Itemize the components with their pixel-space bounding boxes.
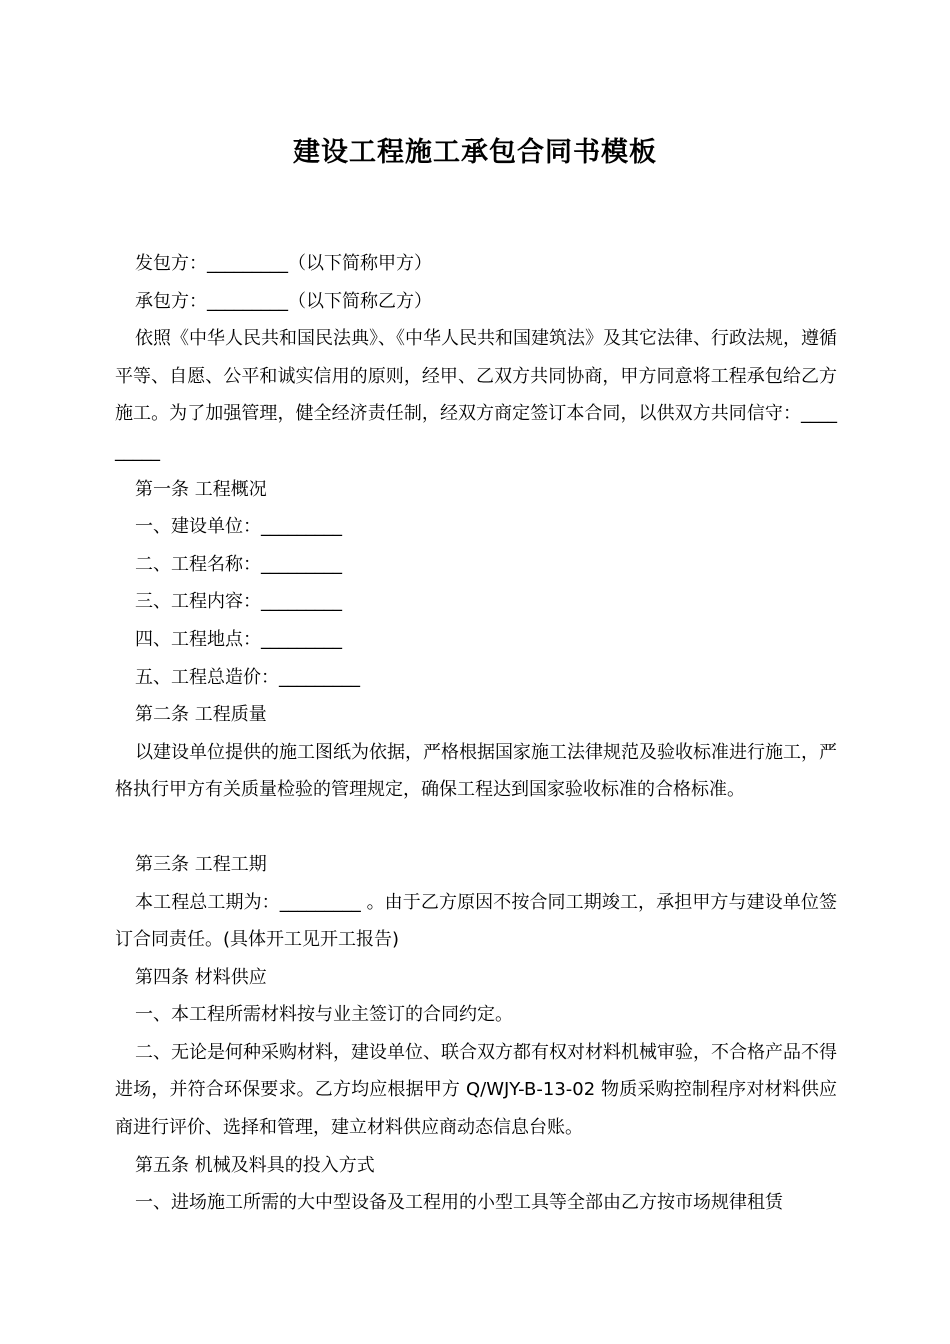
article-4-item-2: 二、无论是何种采购材料，建设单位、联合双方都有权对材料机械审验，不合格产品不得进场，并符合环保要求。乙方均应根据甲方 Q/WJY-B-13-02 物质采购控制程序对材料供应商进行评价、选择和管理，建立材料供应商动态信息台账。 [115, 1041, 837, 1139]
article-1-heading: 第一条 工程概况 [135, 478, 267, 500]
article-2-heading: 第二条 工程质量 [135, 704, 267, 726]
article-1-item-3: 三、工程内容：_________ [135, 591, 342, 613]
article-4-item-1: 一、本工程所需材料按与业主签订的合同约定。 [135, 1004, 513, 1026]
article-1-item-1: 一、建设单位：_________ [135, 516, 342, 538]
article-3-heading: 第三条 工程工期 [135, 853, 267, 875]
article-5-heading: 第五条 机械及料具的投入方式 [135, 1154, 375, 1176]
article-1-item-4: 四、工程地点：_________ [135, 628, 342, 650]
article-2-paragraph: 以建设单位提供的施工图纸为依据，严格根据国家施工法律规范及验收标准进行施工，严格执行甲方有关质量检验的管理规定，确保工程达到国家验收标准的合格标准。 [115, 741, 837, 801]
document-body [115, 245, 837, 1222]
article-5-item-1: 一、进场施工所需的大中型设备及工程用的小型工具等全部由乙方按市场规律租赁 [135, 1192, 783, 1214]
preamble-paragraph: 依照《中华人民共和国民法典》、《中华人民共和国建筑法》及其它法律、行政法规，遵循平等、自愿、公平和诚实信用的原则，经甲、乙双方共同协商，甲方同意将工程承包给乙方施工。为了加强管理，健全经济责任制，经双方商定签订本合同，以供双方共同信守：_________ [115, 328, 837, 462]
employer-line: 发包方：_________（以下简称甲方） [135, 253, 432, 274]
article-3-paragraph: 本工程总工期为：_________ 。由于乙方原因不按合同工期竣工，承担甲方与建设单位签订合同责任。(具体开工见开工报告) [115, 891, 837, 951]
article-4-heading: 第四条 材料供应 [135, 966, 267, 988]
article-1-item-2: 二、工程名称：_________ [135, 553, 342, 575]
paragraph-gap [115, 809, 837, 846]
contractor-line: 承包方：_________（以下简称乙方） [135, 290, 432, 312]
document-title: 建设工程施工承包合同书模板 [293, 137, 657, 168]
article-1-item-5: 五、工程总造价：_________ [135, 666, 360, 688]
